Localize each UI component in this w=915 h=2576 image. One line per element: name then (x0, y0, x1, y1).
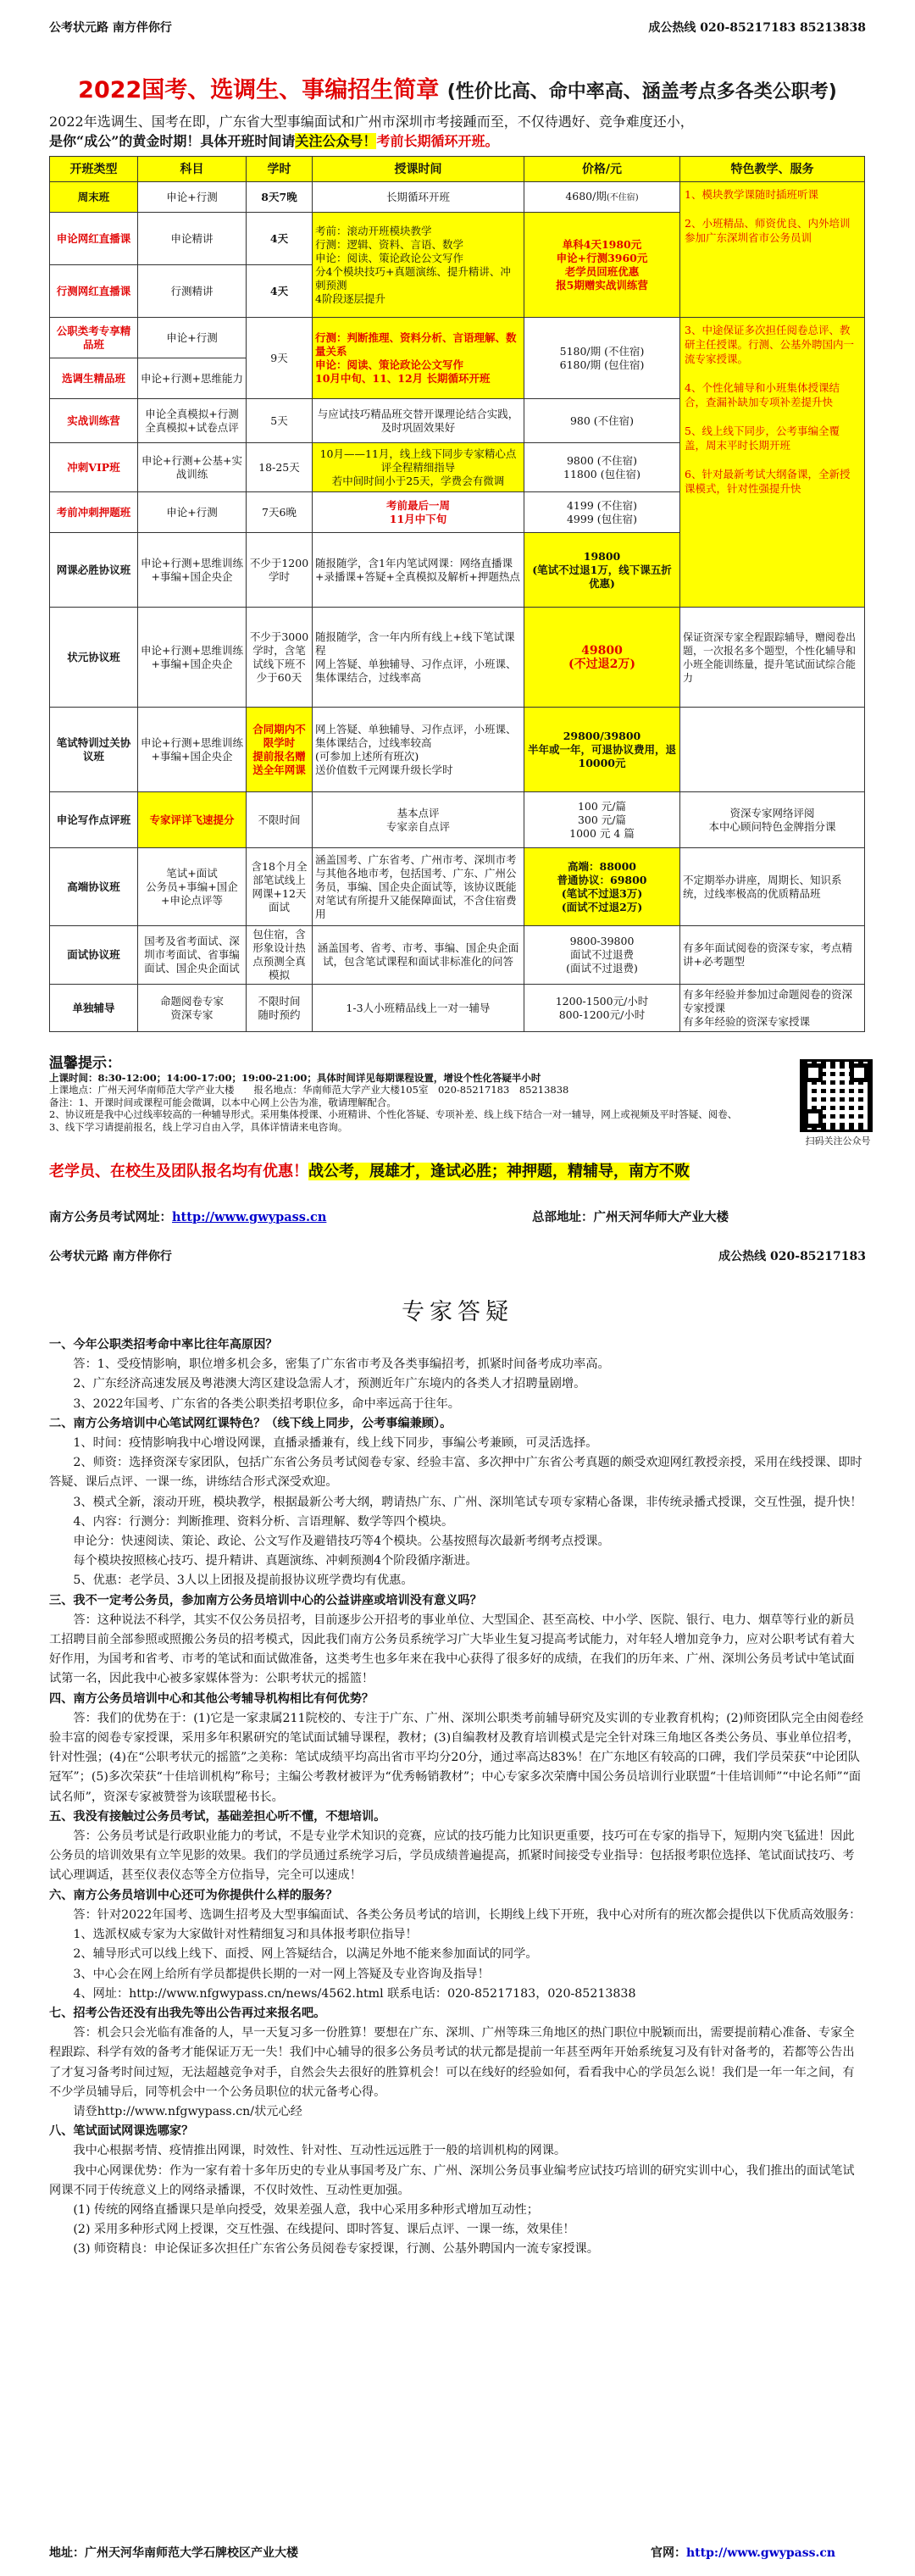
site-link[interactable]: http://www.gwypass.cn (172, 1210, 327, 1224)
header-slogan: 公考状元路 南方伴你行 (49, 1250, 172, 1263)
course-subject: 申论+行测+思维训练+事编+国企央企 (138, 708, 247, 792)
course-subject: 申论+行测+思维训练+事编+国企央企 (138, 608, 247, 708)
course-name: 申论写作点评班 (50, 792, 138, 848)
tip-line: 备注：1、开课时间或课程可能会微调，以本中心网上公告为准，敬请理解配合。 (49, 1096, 396, 1108)
course-subject: 行测精讲 (138, 265, 247, 318)
course-table (49, 156, 865, 1032)
answer-paragraph: 5、优惠：老学员、3人以上团报及提前报协议班学费均有优惠。 (73, 1574, 413, 1588)
question-heading: 三、我不一定考公务员，参加南方公务员培训中心的公益讲座或培训没有意义吗？ (49, 1593, 482, 1607)
header-cell: 价格/元 (524, 157, 680, 182)
site-label: 南方公务员考试网址： (49, 1210, 172, 1224)
course-price: 100 元/篇 300 元/篇 1000 元 4 篇 (524, 792, 680, 848)
course-subject: 申论+行测 (138, 318, 247, 358)
table-row (50, 608, 865, 708)
course-time: 10月——11月，线上线下同步专家精心点评全程精细指导 若中间时间小于25天，学费会有微调 (313, 443, 524, 492)
question-heading: 二、南方公务培训中心笔试网红课特色？（线下线上同步，公考事编兼顾）。 (49, 1416, 452, 1430)
answer-paragraph: 3、中心会在网上给所有学员都提供长期的一对一网上答疑及专业咨询及指导！ (73, 1967, 490, 1981)
course-hours: 4天 (247, 265, 313, 318)
course-name: 高端协议班 (50, 848, 138, 926)
header-cell: 开班类型 (50, 157, 138, 182)
course-price: 9800 (不住宿) 11800 (包住宿) (524, 443, 680, 492)
course-name: 面试协议班 (50, 926, 138, 985)
course-name: 网课必胜协议班 (50, 533, 138, 608)
course-time: 考前最后一周 11月中下旬 (313, 492, 524, 533)
tip-line: 3、线下学习请提前报名，线上学习自由入学，具体详情请来电咨询。 (49, 1120, 348, 1133)
qa-section (49, 1335, 866, 2260)
answer-paragraph: 2、辅导形式可以线上线下、面授、网上答疑结合，以满足外地不能来参加面试的同学。 (73, 1947, 538, 1962)
answer-paragraph: 4、内容：行测分：判断推理、资料分析、言语理解、数学等四个模块。 (73, 1514, 454, 1529)
course-name: 笔试特训过关协议班 (50, 708, 138, 792)
course-hours: 包住宿，含形象设计热点预测全真模拟 (247, 926, 313, 985)
course-hours: 不少于3000学时，含笔试线下班不少于60天 (247, 608, 313, 708)
course-name: 周末班 (50, 182, 138, 213)
question-heading: 七、招考公告还没有出我先等出公告再过来报名吧。 (49, 2006, 326, 2020)
header-hotline: 成公热线 020-85217183 (718, 1250, 866, 1263)
page-header (49, 19, 866, 37)
answer-paragraph: 答：我们的优势在于：(1)它是一家隶属211院校的、专注于广东、广州、深圳公职类考前辅导研究及实训的专业教育机构；(2)师资团队完全由阅卷经验丰富的阅卷专家授课，采用多年积累研究的笔试面试辅导课程，教材；(3)自编教材及教育培训模式是完全针对珠三角地区各类公务员、事业单位招考，针对性强；(4)在“公职考状元的摇篮”之美称：笔试成绩平均高出省市平均分20分，通过率高达83%！在广东地区有较高的口碑，我们学员荣获“中论团队冠军”；(5)多次荣获“十佳培训机构”称号；主编公考教材被评为“优秀畅销教材”；中心专家多次荣膺中国公务员培训行业联盟“十佳培训师”“中论名师”“面试名师”，资深专家被赞誉为该联盟秘书长。 (49, 1711, 864, 1804)
answer-paragraph: 答：公务员考试是行政职业能力的考试，不是专业学术知识的竞赛，应试的技巧能力比知识更重要，技巧可在专家的指导下，短期内突飞猛进！因此公务员的培训效果有立竿见影的效果。我们的学员通过系统学习后，学员成绩普遍提高，抓紧时间接受专业指导：包括报考职位选择、笔试面试技巧、考试心理调适，甚至仪表仪态等全方位指导，完全可以速成！ (49, 1829, 855, 1883)
answer-paragraph: 每个模块按照核心技巧、提升精讲、真题演练、冲刺预测4个阶段循序渐进。 (73, 1554, 478, 1568)
page-title (0, 71, 915, 104)
slogan-line (49, 1159, 866, 1181)
course-price: 高端：88000 普通协议：69800 (笔试不过退3万) (面试不过退2万) (524, 848, 680, 926)
answer-paragraph: 答：针对2022年国考、选调生招考及大型事编面试、各类公务员考试的培训，长期线上线下开班，我中心对所有的班次都会提供以下优质高效服务： (73, 1907, 862, 1922)
course-price: 29800/39800 半年或一年，可退协议费用，退10000元 (524, 708, 680, 792)
table-row (50, 318, 865, 358)
answer-paragraph: 答：这种说法不科学，其实不仅公务员招考，目前逐步公开招考的事业单位、大型国企、甚至高校、中小学、医院、银行、电力、烟草等行业的新员工招聘目前全部参照或照搬公务员的招考模式，因此我们南方公务员系统学习广大毕业生复习提高考试能力，对年轻人增加竞争力，应对公职考试有着大好作用，为国考和省考、市考的笔试和面试做准备，这类考生也多年来在我中心获得了很多好的成绩，在我们的历年来、广州、深圳公务员考试中笔试面试第一名，因此我中心被多家媒体誉为：公职考状元的摇篮！ (49, 1613, 855, 1686)
qr-caption: 扫码关注公众号 (805, 1135, 871, 1146)
question-heading: 六、南方公务员培训中心还可为你提供什么样的服务？ (49, 1888, 338, 1902)
course-subject: 笔试+面试 公务员+事编+国企+申论点评等 (138, 848, 247, 926)
site-link[interactable]: http://www.gwypass.cn (686, 2546, 836, 2560)
page-footer (49, 2544, 866, 2561)
course-price: 单科4天1980元 申论+行测3960元 老学员回班优惠 报5期赠实战训练营 (524, 213, 680, 318)
course-subject: 申论+行测 (138, 182, 247, 213)
page-header (49, 1247, 866, 1266)
course-price: 49800 (不过退2万) (524, 608, 680, 708)
course-name: 单独辅导 (50, 985, 138, 1032)
course-name: 公职类考专享精品班 (50, 318, 138, 358)
course-time: 涵盖国考、广东省考、广州市考、深圳市考与其他各地市考，包括国考、广东、广州公务员，事编、国企央企面试等，该协议既能对笔试有所提升又能保障面试，不含住宿费用 (313, 848, 524, 926)
answer-paragraph: 答：1、受疫情影响，职位增多机会多，密集了广东省市考及各类事编招考，抓紧时间备考成功率高。 (73, 1357, 610, 1372)
course-price: 4199 (不住宿) 4999 (包住宿) (524, 492, 680, 533)
answer-paragraph: 我中心根据考情、疫情推出网课，时效性、针对性、互动性远远胜于一般的培训机构的网课。 (73, 2144, 567, 2158)
course-subject: 申论+行测+公基+实战训练 (138, 443, 247, 492)
slogan-discount: 老学员、在校生及团队报名均有优惠！ (49, 1163, 308, 1180)
answer-paragraph: 1、选派权威专家为大家做针对性精细复习和具体报考职位指导！ (73, 1928, 418, 1942)
table-row (50, 848, 865, 926)
table-row (50, 182, 865, 213)
brochure-page-2 (0, 1229, 915, 2576)
feature-cell: 3、中途保证多次担任阅卷总评、教研主任授课。行测、公基外聘国内一流专家授课。 4、个性化辅导和小班集体授课结合，查漏补缺加专项补差提升快 5、线上线下同步，公考事编全覆盖，周末平时长期开班 6、针对最新考试大纲备课，全新授课模式，针对性强提升快 (680, 318, 865, 608)
answer-paragraph: 3、模式全新，滚动开班，模块教学，根据最新公考大纲，聘请热广东、广州、深圳笔试专项专家精心备课，非传统录播式授课，交互性强，提升快！ (73, 1495, 862, 1509)
tip-line: 2、协议班是我中心过线率较高的一种辅导形式。采用集体授课、小班精讲、个性化答疑、专项补差、线上线下结合一对一辅导，网上或视频及平时答疑、阅卷、 (49, 1108, 738, 1120)
answer-paragraph: 2、师资：选择资深专家团队，包括广东省公务员考试阅卷专家、经验丰富、多次押中广东省公考真题的颇受欢迎网红教授亲授，采用在线授课、即时答疑、课后点评、一课一练，讲练结合形式深受欢迎。 (49, 1456, 862, 1490)
answer-paragraph: (2) 采用多种形式网上授课，交互性强、在线提问、即时答复、课后点评、一课一练，效果佳！ (73, 2223, 575, 2237)
header-cell: 特色教学、服务 (680, 157, 865, 182)
course-time: 随报随学，含1年内笔试网课：网络直播课+录播课+答疑+全真模拟及解析+押题热点 (313, 533, 524, 608)
table-row (50, 926, 865, 985)
brochure-page-1 (0, 0, 915, 1224)
title-main: 2022国考、选调生、事编招生简章 (78, 77, 440, 103)
tips-title: 温馨提示： (49, 1055, 121, 1072)
course-subject: 申论全真模拟+行测全真模拟+试卷点评 (138, 399, 247, 443)
answer-paragraph: 请登http://www.nfgwypass.cn/状元心经 (73, 2104, 302, 2118)
header-slogan: 公考状元路 南方伴你行 (49, 21, 172, 35)
page-title: 专家答疑 (402, 1299, 513, 1325)
header-hotline: 成公热线 020-85217183 85213838 (648, 21, 866, 35)
course-name: 实战训练营 (50, 399, 138, 443)
course-subject: 申论+行测+思维能力 (138, 358, 247, 399)
footer-site: 官网：http://www.gwypass.cn (651, 2546, 836, 2560)
answer-paragraph: 我中心网课优势：作为一家有着十多年历史的专业从事国考及广东、广州、深圳公务员事业编考应试技巧培训的研究实训中心，我们推出的面试笔试网课不同于传统意义上的网络录播课，不仅时效性、互动性更加强。 (49, 2163, 855, 2197)
answer-paragraph: 3、2022年国考、广东省的各类公职类招考职位多，命中率远高于往年。 (73, 1396, 460, 1411)
course-hours: 5天 (247, 399, 313, 443)
table-header-row (50, 157, 865, 182)
course-time: 基本点评 专家亲自点评 (313, 792, 524, 848)
table-row (50, 708, 865, 792)
course-subject: 申论+行测+思维训练+事编+国企央企 (138, 533, 247, 608)
question-heading: 八、笔试面试网课选哪家？ (49, 2124, 194, 2139)
course-hours: 8天7晚 (247, 182, 313, 213)
title-sub: (性价比高、命中率高、涵盖考点多各类公职考) (446, 81, 837, 103)
course-time: 行测：判断推理、资料分析、言语理解、数量关系 申论：阅读、策论政论公文写作 10月中旬、11、12月 长期循环开班 (313, 318, 524, 399)
footer-address: 地址：广州天河华南师范大学石牌校区产业大楼 (49, 2546, 298, 2560)
table-row (50, 792, 865, 848)
course-hours: 合同期内不限学时 提前报名赠送全年网课 (247, 708, 313, 792)
question-heading: 一、今年公职类招考命中率比往年高原因？ (49, 1338, 278, 1352)
course-hours: 4天 (247, 213, 313, 265)
answer-paragraph: 答：机会只会光临有准备的人，早一天复习多一份胜算！要想在广东、深圳、广州等珠三角地区的热门职位中脱颖而出，需要提前精心准备、专家全程跟踪、科学有效的备考才能保证万无一失！我们中心辅导的很多公务员考试的状元都是提前一年甚至两年开始系统复习及有针对备考的，若都等公告出了才复习备考时间过短，无法超越竞争对手，自然会失去很好的胜算机会！可以在线好的经验如何，看看我中心的学员怎么说！我们是一年一年之间，有不少学员辅导后，同等机会中一个公务员职位的状元备考心得。 (49, 2026, 855, 2099)
course-price: 980 (不住宿) (524, 399, 680, 443)
page-footer (49, 1207, 866, 1225)
course-hours: 不限时间 (247, 792, 313, 848)
course-time: 随报随学，含一年内所有线上+线下笔试课程 网上答疑、单独辅导、习作点评，小班课、集体课结合，过线率高 (313, 608, 524, 708)
feature-note: 不定期举办讲座，周期长、知识系统，过线率极高的优质精品班 (680, 848, 865, 926)
course-price: 1200-1500元/小时 800-1200元/小时 (524, 985, 680, 1032)
course-time: 与应试技巧精品班交替开课理论结合实践，及时巩固效果好 (313, 399, 524, 443)
course-price: 4680/期(不住宿) (524, 182, 680, 213)
course-price: 19800 (笔试不过退1万，线下课五折优惠) (524, 533, 680, 608)
header-cell: 学时 (247, 157, 313, 182)
feature-cell: 1、模块教学课随时插班听课 2、小班精品、师资优良、内外培训参加广东深圳省市公务员训 (680, 182, 865, 318)
course-hours: 不少于1200学时 (247, 533, 313, 608)
question-heading: 四、南方公务员培训中心和其他公考辅导机构相比有何优势？ (49, 1691, 374, 1706)
feature-note: 保证资深专家全程跟踪辅导，赠阅卷出题，一次报名多个题型，个性化辅导和小班全能训练量，提升笔试面试综合能力 (680, 608, 865, 708)
intro-line-1: 2022年选调生、国考在即，广东省大型事编面试和广州市深圳市考接踵而至，不仅待遇好、竞争难度还小， (49, 114, 694, 130)
course-time: 考前：滚动开班模块教学 行测：逻辑、资料、言语、数学 申论：阅读、策论政论公文写作 分4个模块技巧+真题演练、提升精讲、冲刺预测 4阶段逐层提升 (313, 213, 524, 318)
header-cell: 授课时间 (313, 157, 524, 182)
course-name: 申论网红直播课 (50, 213, 138, 265)
feature-note: 资深专家网络评阅 本中心顾问特色金牌指分课 (680, 792, 865, 848)
answer-paragraph: 申论分：快速阅读、策论、政论、公文写作及避错技巧等4个模块。公基按照每次最新考纲考点授课。 (73, 1535, 610, 1549)
intro-text (49, 112, 866, 151)
feature-note: 有多年面试阅卷的资深专家，考点精讲+必考题型 (680, 926, 865, 985)
hq-address: 总部地址：广州天河华师大产业大楼 (532, 1210, 729, 1224)
tips-section (49, 1055, 795, 1133)
course-hours: 不限时间 随时预约 (247, 985, 313, 1032)
course-name: 考前冲刺押题班 (50, 492, 138, 533)
course-name: 冲刺VIP班 (50, 443, 138, 492)
course-hours: 7天6晚 (247, 492, 313, 533)
table-row (50, 985, 865, 1032)
course-subject: 专家评详飞速提分 (138, 792, 247, 848)
course-time: 1-3人小班精品线上一对一辅导 (313, 985, 524, 1032)
course-time: 涵盖国考、省考、市考、事编、国企央企面试，包含笔试课程和面试非标准化的问答 (313, 926, 524, 985)
course-hours: 含18个月全部笔试线上网课+12天面试 (247, 848, 313, 926)
course-subject: 申论+行测 (138, 492, 247, 533)
course-time: 网上答疑、单独辅导、习作点评，小班课、集体课结合，过线率较高 (可参加上述所有班次) 送价值数千元网课升级长学时 (313, 708, 524, 792)
course-hours: 18-25天 (247, 443, 313, 492)
answer-paragraph: 1、时间：疫情影响我中心增设网课，直播录播兼有，线上线下同步，事编公考兼顾，可灵活选择。 (73, 1436, 598, 1451)
course-price: 5180/期 (不住宿) 6180/期 (包住宿) (524, 318, 680, 399)
intro-line-2: 是你“成公”的黄金时期！具体开班时间请关注公众号！考前长期循环开班。 (49, 133, 499, 149)
feature-note: 有多年经验并参加过命题阅卷的资深专家授课 有多年经验的资深专家授课 (680, 985, 865, 1032)
course-price: 9800-39800 面试不过退费 (面试不过退费) (524, 926, 680, 985)
header-cell: 科目 (138, 157, 247, 182)
course-hours: 9天 (247, 318, 313, 399)
course-name: 行测网红直播课 (50, 265, 138, 318)
course-name: 选调生精品班 (50, 358, 138, 399)
course-subject: 命题阅卷专家 资深专家 (138, 985, 247, 1032)
qr-code[interactable] (800, 1059, 873, 1132)
course-subject: 申论精讲 (138, 213, 247, 265)
tip-line: 上课时间：8:30-12:00；14:00-17:00；19:00-21:00；具体时间详见每期课程设置，增设个性化答疑半小时 (49, 1071, 541, 1084)
course-time: 长期循环开班 (313, 182, 524, 213)
course-name: 状元协议班 (50, 608, 138, 708)
answer-paragraph: (1) 传统的网络直播课只是单向授受，效果差强人意，我中心采用多种形式增加互动性； (73, 2202, 539, 2217)
feature-note (680, 708, 865, 792)
course-subject: 国考及省考面试、深圳市考面试、省事编面试、国企央企面试 (138, 926, 247, 985)
slogan-motto: 战公考，展雄才，逢试必胜；神押题，精辅导，南方不败 (308, 1163, 690, 1180)
answer-paragraph: (3) 师资精良：申论保证多次担任广东省公务员阅卷专家授课，行测、公基外聘国内一流专家授课。 (73, 2242, 599, 2257)
answer-paragraph: 4、网址：http://www.nfgwypass.cn/news/4562.html 联系电话：020-85217183，020-85213838 (73, 1986, 636, 2001)
answer-paragraph: 2、广东经济高速发展及粤港澳大湾区建设急需人才，预测近年广东境内的各类人才招聘量剧增。 (73, 1377, 586, 1391)
question-heading: 五、我没有接触过公务员考试，基础差担心听不懂，不想培训。 (49, 1809, 386, 1824)
tip-line: 上课地点：广州天河华南师范大学产业大楼 报名地点：华南师范大学产业大楼105室 020-85217183 85213838 (49, 1084, 569, 1096)
